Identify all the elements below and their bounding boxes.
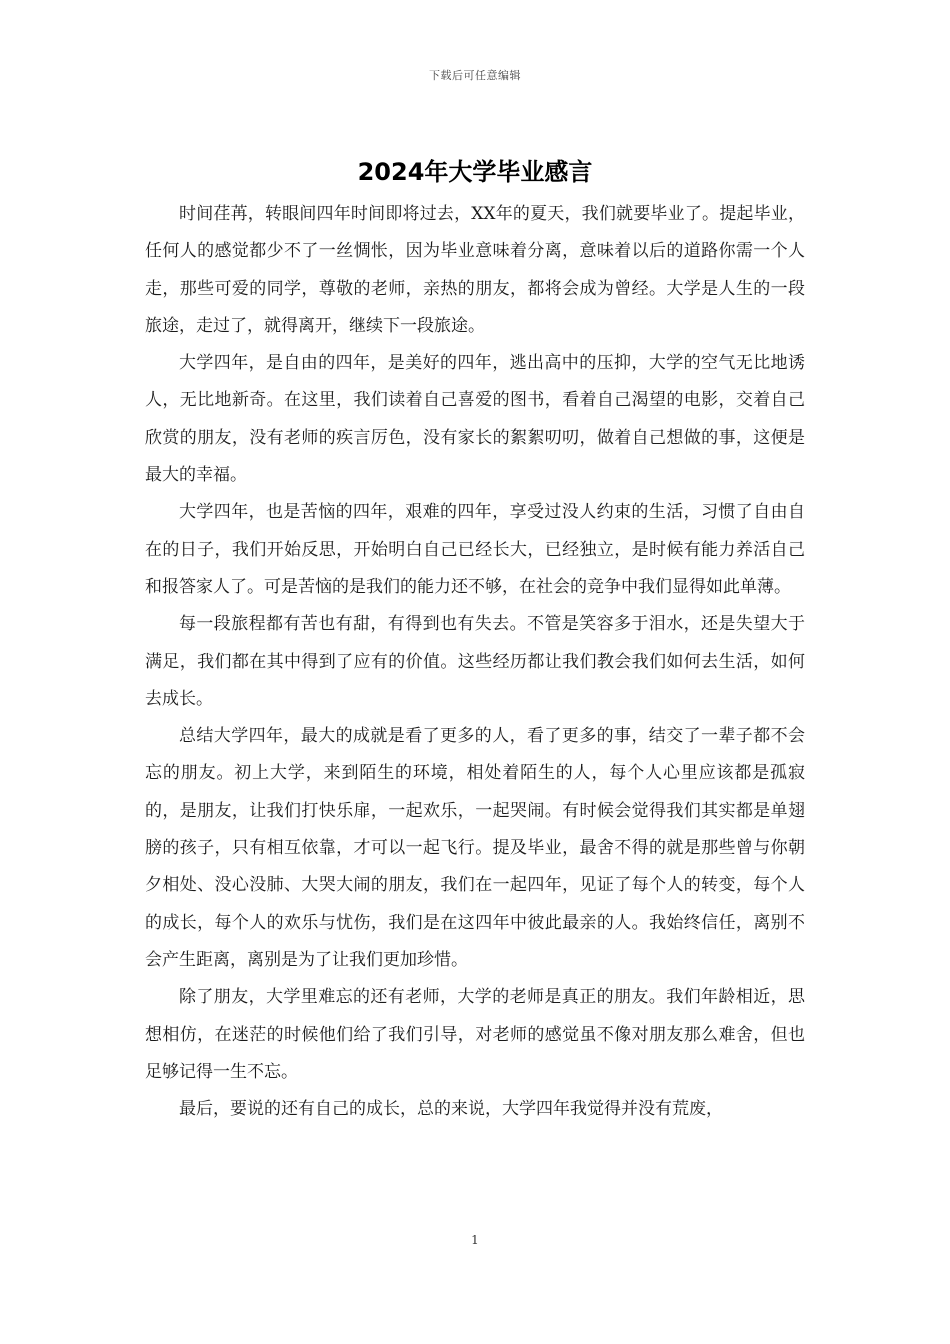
paragraph: 每一段旅程都有苦也有甜，有得到也有失去。不管是笑容多于泪水，还是失望大于满足，我们都在其中得到了应有的价值。这些经历都让我们教会我们如何去生活，如何去成长。 bbox=[145, 614, 805, 709]
paragraph: 最后，要说的还有自己的成长，总的来说，大学四年我觉得并没有荒废， bbox=[179, 1099, 723, 1120]
paragraph: 大学四年，是自由的四年，是美好的四年，逃出高中的压抑，大学的空气无比地诱人，无比地新奇。在这里，我们读着自己喜爱的图书，看着自己渴望的电影，交着自己欣赏的朋友，没有老师的疾言厉色，没有家长的絮絮叨叨，做着自己想做的事，这便是最大的幸福。 bbox=[145, 353, 805, 486]
paragraph: 时间荏苒，转眼间四年时间即将过去，XX年的夏天，我们就要毕业了。提起毕业，任何人的感觉都少不了一丝惆怅，因为毕业意味着分离，意味着以后的道路你需一个人走，那些可爱的同学，尊敬的老师，亲热的朋友，都将会成为曾经。大学是人生的一段旅途，走过了，就得离开，继续下一段旅途。 bbox=[145, 204, 805, 336]
page-number: 1 bbox=[471, 1233, 479, 1247]
document-title: 2024年大学毕业感言 bbox=[357, 158, 593, 186]
paragraph: 总结大学四年，最大的成就是看了更多的人，看了更多的事，结交了一辈子都不会忘的朋友。初上大学，来到陌生的环境，相处着陌生的人，每个人心里应该都是孤寂的，是朋友，让我们打快乐扉，一起欢乐，一起哭闹。有时候会觉得我们其实都是单翅膀的孩子，只有相互依靠，才可以一起飞行。提及毕业，最舍不得的就是那些曾与你朝夕相处、没心没肺、大哭大闹的朋友，我们在一起四年，见证了每个人的转变，每个人的成长，每个人的欢乐与忧伤，我们是在这四年中彼此最亲的人。我始终信任，离别不会产生距离，离别是为了让我们更加珍惜。 bbox=[145, 726, 805, 970]
page-header-note: 下载后可任意编辑 bbox=[429, 69, 521, 82]
document-body bbox=[145, 196, 805, 1128]
paragraph: 大学四年，也是苦恼的四年，艰难的四年，享受过没人约束的生活，习惯了自由自在的日子，我们开始反思，开始明白自己已经长大，已经独立，是时候有能力养活自己和报答家人了。可是苦恼的是我们的能力还不够，在社会的竞争中我们显得如此单薄。 bbox=[145, 502, 805, 597]
paragraph: 除了朋友，大学里难忘的还有老师，大学的老师是真正的朋友。我们年龄相近，思想相仿，在迷茫的时候他们给了我们引导，对老师的感觉虽不像对朋友那么难舍，但也足够记得一生不忘。 bbox=[145, 987, 805, 1082]
